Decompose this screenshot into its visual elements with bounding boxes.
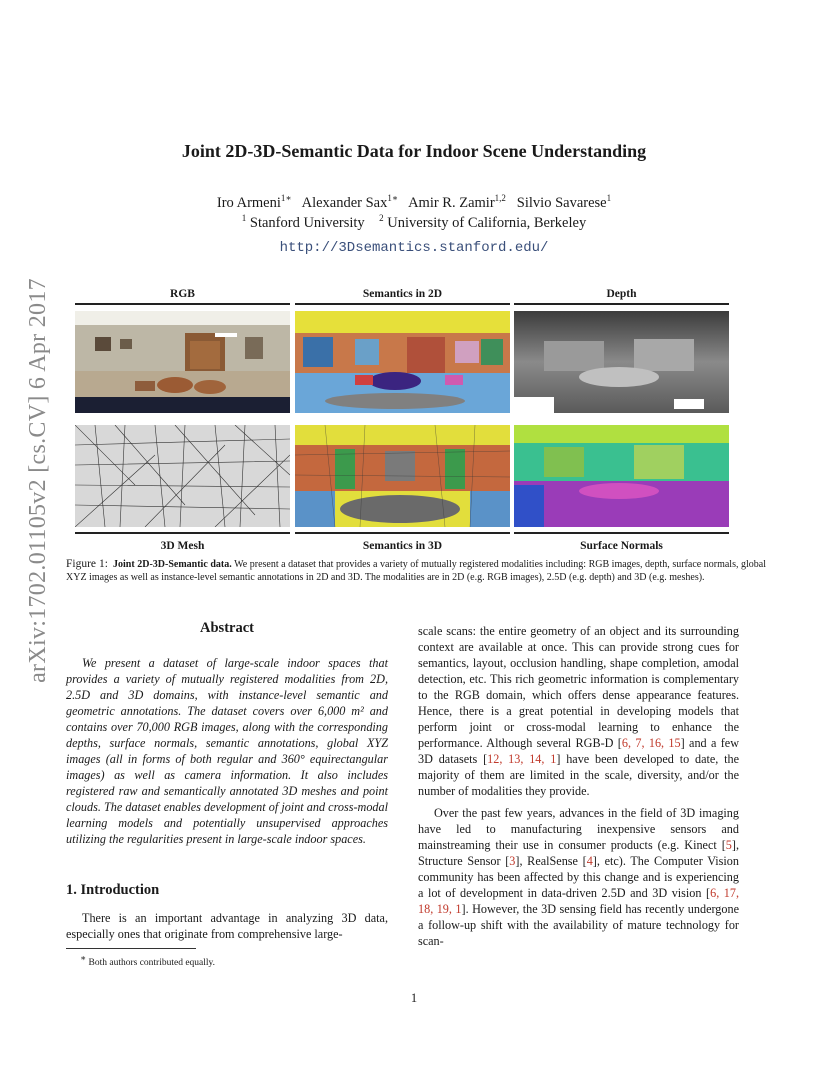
panel-label-depth: Depth (606, 288, 637, 300)
author: Iro Armeni$^{1∗}$ (216, 193, 292, 211)
project-url-link[interactable]: http://3Dsemantics.stanford.edu/ (279, 240, 549, 256)
author: Amir R. Zamir$^{1,2}$ (408, 193, 506, 211)
panel-label-3d-mesh: 3D Mesh (160, 540, 205, 552)
citation-link[interactable]: 4 (586, 854, 593, 868)
panel-rule (75, 532, 290, 534)
footnote-rule (66, 948, 196, 949)
right-column-text (418, 623, 739, 949)
paragraph: scale scans: the entire geometry of an object and its surrounding context are available at once. This can provide strong cues for semantics, layout, occlusion handling, shape completion, amodal detection, etc. This rich geometric information is complementary to the RGB domain, which offers dense appearance features. Hence, there is a great potential in developing models that perform joint or cross-modal learning to enhance the performance. Although several RGB-D [6, 7, 16, 15] and a few 3D datasets [12, 13, 14, 1] have been developed to date, the majority of them are limited in the scale, diversity, and/or the number of modalities they provide. (418, 624, 740, 798)
arxiv-stamp (18, 277, 58, 683)
panel-image-semantics-3d (295, 425, 510, 527)
paper-title: Joint 2D-3D-Semantic Data for Indoor Scene Understanding (181, 141, 647, 161)
abstract-text: We present a dataset of large-scale indoor spaces that provides a variety of mutually registered modalities from 2D, 2.5D and 3D domains, with instance-level semantic and geometric annotations. The dataset covers over 6,000 m² and contains over 70,000 RGB images, along with the corresponding depths, surface normals, semantic annotations, global XYZ images (all in forms of both regular and 360° equirectangular images) as well as camera information. It also includes registered raw and semantically annotated 3D meshes and point clouds. The dataset enables development of joint and cross-modal learning models and potentially unsupervised approaches utilizing the regularities present in large-scale indoor spaces. (66, 656, 388, 846)
panel-rule (75, 303, 290, 305)
author: Alexander Sax$^{1∗}$ (301, 193, 398, 211)
section-heading-introduction: 1. Introduction (66, 882, 160, 898)
panel-image-rgb (75, 311, 290, 413)
panel-rule (514, 532, 729, 534)
citation-link[interactable]: 6, 17, 18, 19, 1 (418, 886, 740, 916)
figure-caption-label: Figure 1: (66, 558, 108, 570)
panel-label-semantics-2d: Semantics in 2D (362, 288, 443, 300)
panel-image-surface-normals (514, 425, 729, 527)
citation-link[interactable]: 3 (509, 854, 516, 868)
arxiv-stamp-text: arXiv:1702.01105v2 [cs.CV] 6 Apr 2017 (24, 277, 51, 683)
panel-image-depth (514, 311, 729, 413)
panel-rule (514, 303, 729, 305)
panel-label-rgb: RGB (170, 288, 195, 300)
panel-image-3d-mesh (75, 425, 290, 527)
abstract-heading: Abstract (200, 620, 254, 636)
figure-caption-title: Joint 2D-3D-Semantic data. (113, 559, 232, 570)
figure-caption-text: We present a dataset that provides a variety of mutually registered modalities including: RGB images, depth, surface normals, global XYZ images as well as instance-level semantic annotations in 2D and 3D. The modalities are in 2D (e.g. RGB images), 2.5D (e.g. depth) and 3D (e.g. meshes). (66, 559, 767, 583)
affiliation: $^1$ Stanford University (241, 213, 365, 231)
footnote: ∗ Both authors contributed equally. (80, 953, 216, 969)
citation-link[interactable]: 5 (725, 838, 732, 852)
panel-image-semantics-2d (295, 311, 510, 413)
affiliation-list (0, 213, 828, 232)
author-list (0, 193, 828, 212)
panel-label-semantics-3d: Semantics in 3D (362, 540, 443, 552)
author: Silvio Savarese$^1$ (516, 193, 612, 211)
panel-rule (295, 303, 510, 305)
citation-link[interactable]: 6, 7, 16, 15 (621, 736, 681, 750)
affiliation: $^2$ University of California, Berkeley (379, 213, 587, 231)
panel-label-surface-normals: Surface Normals (580, 540, 663, 552)
page-number: 1 (410, 991, 418, 1005)
panel-rule (295, 532, 510, 534)
citation-link[interactable]: 12, 13, 14, 1 (487, 752, 557, 766)
introduction-text: There is an important advantage in analyzing 3D data, especially ones that originate from comprehensive large- (66, 911, 388, 941)
figure-caption (66, 558, 766, 584)
paragraph: Over the past few years, advances in the field of 3D imaging have led to manufacturing inexpensive sensors and mainstreaming their use in consumer products (e.g. Kinect [5], Structure Sensor [3], RealSense [4], etc). The Computer Vision community has been affected by this change and is experiencing a lot of development in data-driven 2.5D and 3D vision [6, 17, 18, 19, 1]. However, the 3D sensing field has recently undergone a follow-up shift with the availability of mature technology for scan- (418, 806, 740, 948)
